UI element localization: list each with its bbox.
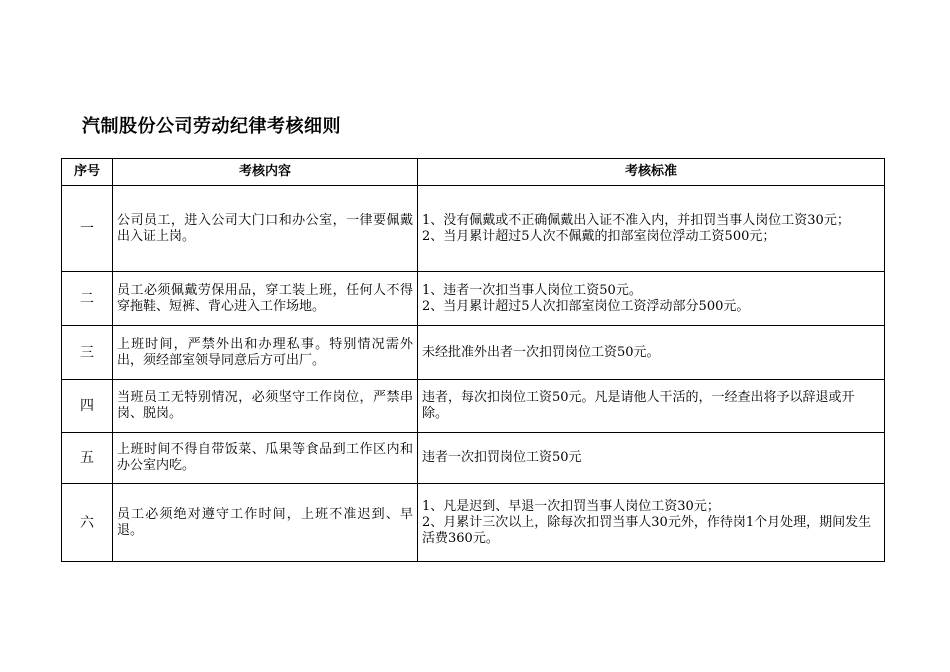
table-row [62,484,885,562]
document-title: 汽制股份公司劳动纪律考核细则 [82,116,341,137]
header-no: 序号 [62,159,113,186]
standard-line: 1、没有佩戴或不正确佩戴出入证不准入内，并扣罚当事人岗位工资30元； [422,212,850,228]
row-no: 六 [62,484,113,562]
row-no: 四 [62,380,113,433]
row-standard [418,272,885,326]
table-header-row [62,159,885,186]
standard-line: 2、当月累计超过5人次扣部室岗位工资浮动部分500元。 [422,298,750,314]
standard-line: 1、违者一次扣当事人岗位工资50元。 [422,282,642,298]
row-standard [418,433,885,484]
standard-line: 违者，每次扣岗位工资50元。凡是请他人干活的，一经查出将予以辞退或开除。 [422,390,855,421]
header-standard: 考核标准 [418,159,885,186]
row-content: 上班时间不得自带饭菜、瓜果等食品到工作区内和办公室内吃。 [113,433,418,484]
table-row [62,326,885,380]
row-no: 五 [62,433,113,484]
standard-line: 2、当月累计超过5人次不佩戴的扣部室岗位浮动工资500元； [422,228,776,244]
row-standard [418,380,885,433]
row-standard [418,186,885,272]
discipline-rules-table [61,158,885,562]
standard-line: 2、月累计三次以上，除每次扣罚当事人30元外，作待岗1个月处理，期间发生活费360元。 [422,514,872,546]
row-content: 员工必须绝对遵守工作时间，上班不准迟到、早退。 [113,484,418,562]
table-row [62,433,885,484]
row-content: 员工必须佩戴劳保用品，穿工装上班，任何人不得穿拖鞋、短裤、背心进入工作场地。 [113,272,418,326]
table-row [62,272,885,326]
header-content: 考核内容 [113,159,418,186]
standard-line: 1、凡是迟到、早退一次扣罚当事人岗位工资30元； [422,498,720,514]
standard-line: 违者一次扣罚岗位工资50元 [422,450,582,465]
row-no: 一 [62,186,113,272]
row-standard [418,326,885,380]
table-row [62,380,885,433]
row-standard [418,484,885,562]
row-content: 当班员工无特别情况，必须坚守工作岗位，严禁串岗、脱岗。 [113,380,418,433]
row-no: 三 [62,326,113,380]
row-no: 二 [62,272,113,326]
row-content: 上班时间，严禁外出和办理私事。特别情况需外出，须经部室领导同意后方可出厂。 [113,326,418,380]
standard-line: 未经批准外出者一次扣罚岗位工资50元。 [422,344,660,360]
table-row [62,186,885,272]
row-content: 公司员工，进入公司大门口和办公室，一律要佩戴出入证上岗。 [113,186,418,272]
